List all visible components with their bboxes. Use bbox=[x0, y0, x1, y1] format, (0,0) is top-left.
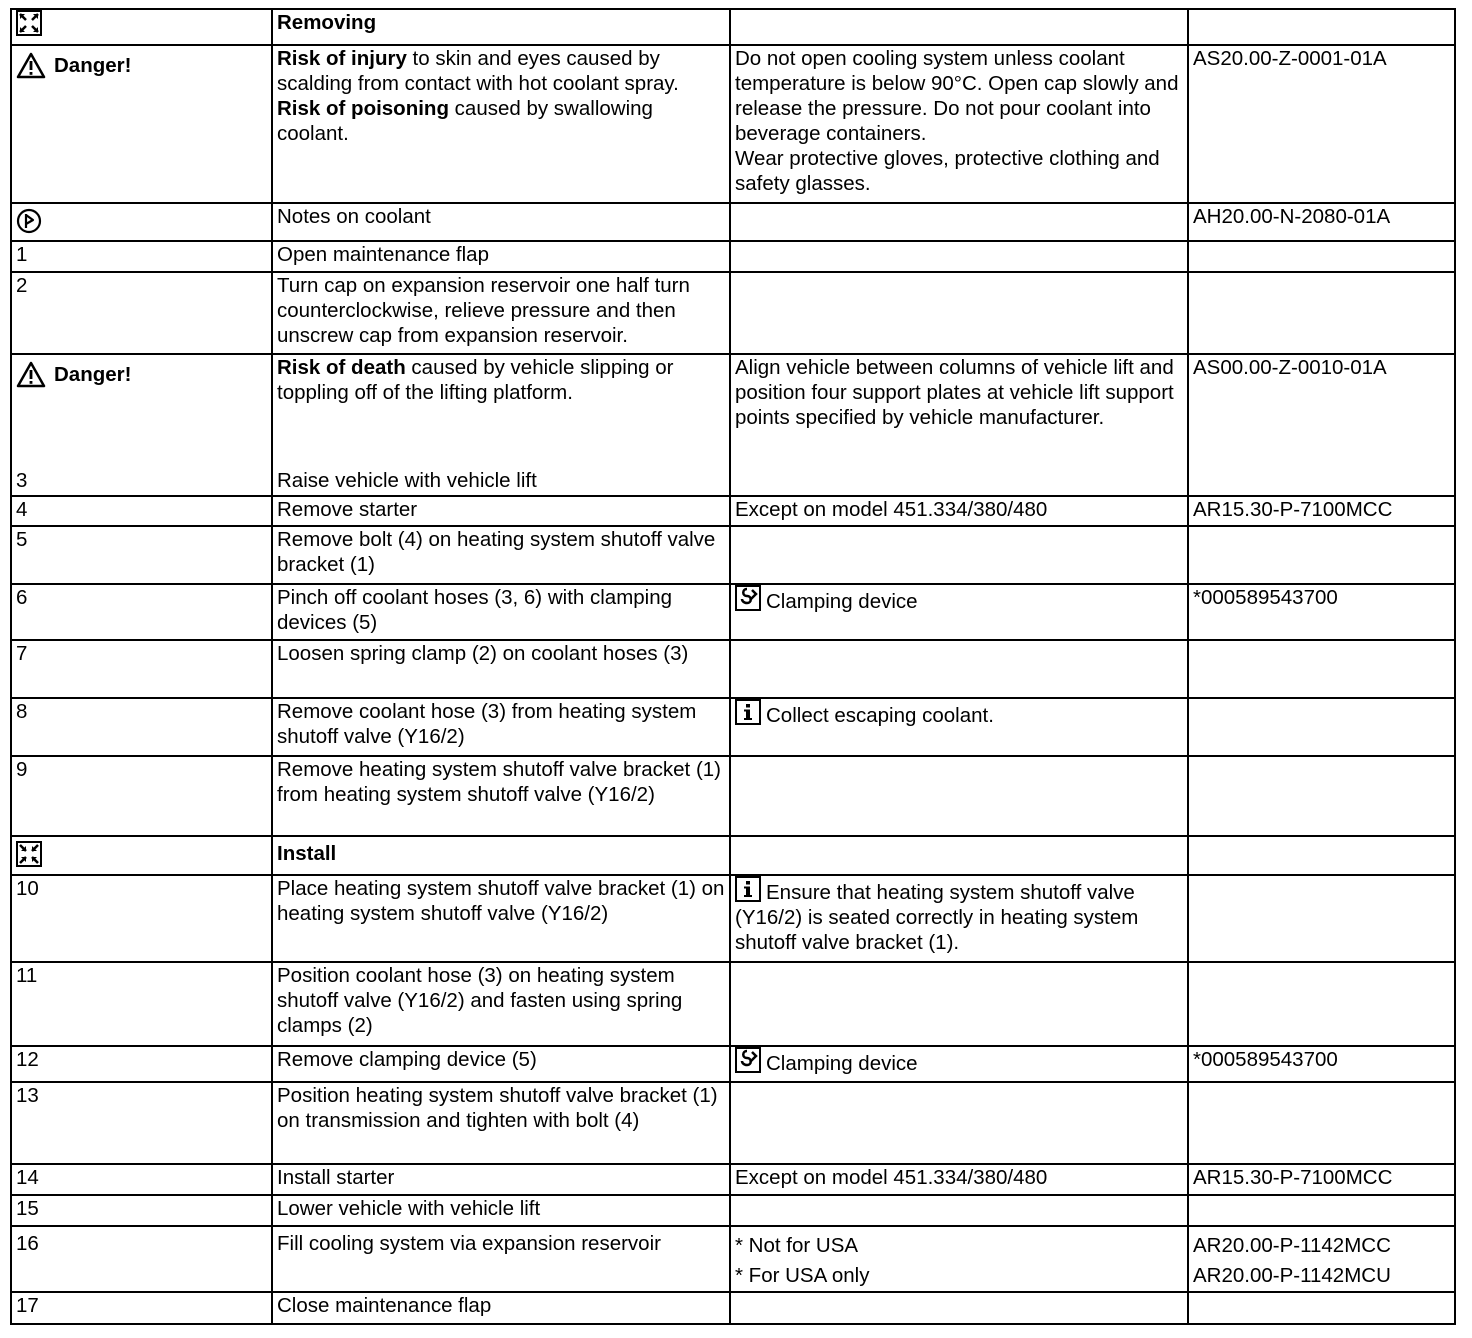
step-note-cell bbox=[730, 584, 1188, 640]
special-tool-icon bbox=[735, 585, 761, 611]
table-row bbox=[11, 756, 1455, 836]
danger-measure-text: Do not open cooling system unless coolant temperature is below 90°C. Open cap slowly and release the pressure. Do not pour coolant into beverage containers. bbox=[735, 47, 1179, 145]
notes-text: Notes on coolant bbox=[272, 203, 730, 241]
danger-cell bbox=[11, 354, 272, 496]
step-number: 1 bbox=[11, 241, 272, 272]
table-row bbox=[11, 45, 1455, 203]
table-row bbox=[11, 1292, 1455, 1324]
step-note: Ensure that heating system shutoff valve (Y16/2) is seated correctly in heating system shutoff valve bracket (1). bbox=[735, 881, 1139, 954]
step-note: Clamping device bbox=[766, 1052, 918, 1075]
step-text: Raise vehicle with vehicle lift bbox=[277, 469, 537, 492]
warning-triangle-icon bbox=[16, 361, 46, 388]
step-number: 16 bbox=[11, 1226, 272, 1292]
warning-triangle-icon bbox=[16, 52, 46, 79]
step-note: Except on model 451.334/380/480 bbox=[730, 496, 1188, 526]
step-text: Remove heating system shutoff valve bracket (1) from heating system shutoff valve (Y16/2) bbox=[272, 756, 730, 836]
step-note-cell bbox=[730, 875, 1188, 962]
step-text: Remove starter bbox=[272, 496, 730, 526]
step-text: Turn cap on expansion reservoir one half turn counterclockwise, relieve pressure and then unscrew cap from expansion reservoir. bbox=[272, 272, 730, 354]
step-number: 9 bbox=[11, 756, 272, 836]
table-row bbox=[11, 354, 1455, 496]
risk-injury-text: to skin and eyes caused by scalding from contact with hot coolant spray. bbox=[277, 47, 679, 95]
table-row bbox=[11, 1082, 1455, 1164]
danger-ref: AS20.00-Z-0001-01A bbox=[1188, 45, 1455, 203]
removing-symbol-cell bbox=[11, 9, 272, 45]
step-text: Position coolant hose (3) on heating system shutoff valve (Y16/2) and fasten using spring clamps (2) bbox=[272, 962, 730, 1046]
table-row bbox=[11, 875, 1455, 962]
step-number: 12 bbox=[11, 1046, 272, 1082]
table-row bbox=[11, 640, 1455, 698]
risk-poisoning-title: Risk of poisoning bbox=[277, 97, 449, 120]
step-text: Loosen spring clamp (2) on coolant hoses (3) bbox=[272, 640, 730, 698]
step-number: 4 bbox=[11, 496, 272, 526]
step-number: 8 bbox=[11, 698, 272, 756]
remove-symbol-icon bbox=[16, 10, 42, 36]
table-row bbox=[11, 496, 1455, 526]
step-number: 14 bbox=[11, 1164, 272, 1195]
info-icon bbox=[735, 876, 761, 902]
install-symbol-icon bbox=[16, 841, 42, 867]
step-text: Fill cooling system via expansion reservoir bbox=[272, 1226, 730, 1292]
step-note: * Not for USA bbox=[735, 1234, 859, 1257]
risk-injury-title: Risk of injury bbox=[277, 47, 407, 70]
table-row bbox=[11, 526, 1455, 584]
step-note: Collect escaping coolant. bbox=[766, 704, 994, 727]
step-text: Open maintenance flap bbox=[272, 241, 730, 272]
step-text: Remove coolant hose (3) from heating system shutoff valve (Y16/2) bbox=[272, 698, 730, 756]
table-row bbox=[11, 241, 1455, 272]
step-note: Except on model 451.334/380/480 bbox=[730, 1164, 1188, 1195]
table-row bbox=[11, 1046, 1455, 1082]
table-row bbox=[11, 203, 1455, 241]
info-icon bbox=[735, 699, 761, 725]
step-number: 7 bbox=[11, 640, 272, 698]
step-ref-cell bbox=[1188, 1226, 1455, 1292]
step-text: Install starter bbox=[272, 1164, 730, 1195]
notes-icon bbox=[16, 208, 42, 234]
step-number: 5 bbox=[11, 526, 272, 584]
table-row bbox=[11, 1195, 1455, 1226]
step-ref: AR15.30-P-7100MCC bbox=[1188, 1164, 1455, 1195]
step-number: 17 bbox=[11, 1292, 272, 1324]
danger-label: Danger! bbox=[54, 54, 132, 77]
step-note: Clamping device bbox=[766, 590, 918, 613]
step-ref: *000589543700 bbox=[1188, 1046, 1455, 1082]
step-ref: *000589543700 bbox=[1188, 584, 1455, 640]
step-note-cell bbox=[730, 1046, 1188, 1082]
step-text: Remove bolt (4) on heating system shutoff valve bracket (1) bbox=[272, 526, 730, 584]
table-row bbox=[11, 584, 1455, 640]
section-title-install: Install bbox=[272, 836, 730, 875]
step-text: Position heating system shutoff valve bracket (1) on transmission and tighten with bolt (4) bbox=[272, 1082, 730, 1164]
table-row bbox=[11, 272, 1455, 354]
step-number: 6 bbox=[11, 584, 272, 640]
step-ref: AR20.00-P-1142MCU bbox=[1193, 1264, 1391, 1287]
danger-risk-cell bbox=[272, 354, 730, 496]
table-row bbox=[11, 1226, 1455, 1292]
section-title-removing: Removing bbox=[272, 9, 730, 45]
step-note-cell bbox=[730, 1226, 1188, 1292]
risk-poisoning-text: caused by swallowing coolant. bbox=[277, 97, 653, 145]
danger-measure-text-2: Wear protective gloves, protective clothing and safety glasses. bbox=[735, 147, 1160, 195]
install-symbol-cell bbox=[11, 836, 272, 875]
step-number: 2 bbox=[11, 272, 272, 354]
step-number: 10 bbox=[11, 875, 272, 962]
notes-ref: AH20.00-N-2080-01A bbox=[1188, 203, 1455, 241]
risk-death-text: caused by vehicle slipping or toppling off of the lifting platform. bbox=[277, 356, 674, 404]
danger-risk-cell bbox=[272, 45, 730, 203]
step-ref: AR15.30-P-7100MCC bbox=[1188, 496, 1455, 526]
step-text: Place heating system shutoff valve bracket (1) on heating system shutoff valve (Y16/2) bbox=[272, 875, 730, 962]
step-number: 15 bbox=[11, 1195, 272, 1226]
step-number: 13 bbox=[11, 1082, 272, 1164]
step-note-cell bbox=[730, 698, 1188, 756]
step-number: 3 bbox=[16, 469, 28, 492]
step-text: Pinch off coolant hoses (3, 6) with clamping devices (5) bbox=[272, 584, 730, 640]
step-text: Lower vehicle with vehicle lift bbox=[272, 1195, 730, 1226]
danger-label: Danger! bbox=[54, 363, 132, 386]
table-row bbox=[11, 962, 1455, 1046]
step-number: 11 bbox=[11, 962, 272, 1046]
step-text: Remove clamping device (5) bbox=[272, 1046, 730, 1082]
table-row bbox=[11, 836, 1455, 875]
step-ref: AR20.00-P-1142MCC bbox=[1193, 1234, 1391, 1257]
procedure-table bbox=[10, 8, 1456, 1325]
danger-measure-cell: Align vehicle between columns of vehicle lift and position four support plates at vehicle lift support points specified by vehicle manufacturer. bbox=[730, 354, 1188, 496]
table-row bbox=[11, 9, 1455, 45]
table-row bbox=[11, 1164, 1455, 1195]
notes-symbol-cell bbox=[11, 203, 272, 241]
risk-death-title: Risk of death bbox=[277, 356, 406, 379]
step-text: Close maintenance flap bbox=[272, 1292, 730, 1324]
table-row bbox=[11, 698, 1455, 756]
danger-ref: AS00.00-Z-0010-01A bbox=[1188, 354, 1455, 496]
special-tool-icon bbox=[735, 1047, 761, 1073]
danger-measure-cell bbox=[730, 45, 1188, 203]
step-note: * For USA only bbox=[735, 1264, 870, 1287]
danger-cell bbox=[11, 45, 272, 203]
